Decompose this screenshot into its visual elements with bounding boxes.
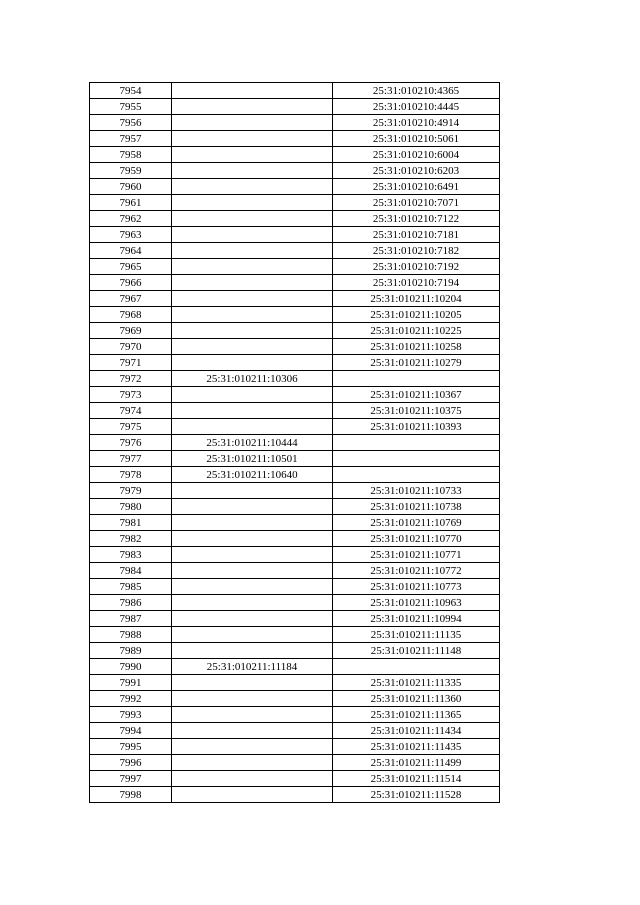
row-number-cell: 7992 bbox=[90, 691, 172, 707]
table-row bbox=[90, 291, 500, 307]
row-number-cell: 7979 bbox=[90, 483, 172, 499]
left-cadastral-cell bbox=[172, 499, 333, 515]
right-cadastral-cell: 25:31:010211:10258 bbox=[333, 339, 500, 355]
right-cadastral-cell: 25:31:010210:4445 bbox=[333, 99, 500, 115]
table-row bbox=[90, 611, 500, 627]
table-row bbox=[90, 723, 500, 739]
left-cadastral-cell bbox=[172, 531, 333, 547]
row-number-cell: 7996 bbox=[90, 755, 172, 771]
right-cadastral-cell: 25:31:010211:10375 bbox=[333, 403, 500, 419]
table-row bbox=[90, 323, 500, 339]
table-row bbox=[90, 675, 500, 691]
table-row bbox=[90, 771, 500, 787]
right-cadastral-cell: 25:31:010211:11148 bbox=[333, 643, 500, 659]
left-cadastral-cell bbox=[172, 323, 333, 339]
left-cadastral-cell bbox=[172, 291, 333, 307]
left-cadastral-cell bbox=[172, 227, 333, 243]
left-cadastral-cell bbox=[172, 147, 333, 163]
right-cadastral-cell: 25:31:010210:7182 bbox=[333, 243, 500, 259]
row-number-cell: 7985 bbox=[90, 579, 172, 595]
left-cadastral-cell bbox=[172, 563, 333, 579]
table-row bbox=[90, 467, 500, 483]
right-cadastral-cell: 25:31:010210:7194 bbox=[333, 275, 500, 291]
right-cadastral-cell: 25:31:010211:10994 bbox=[333, 611, 500, 627]
table-row bbox=[90, 387, 500, 403]
table-row bbox=[90, 579, 500, 595]
left-cadastral-cell bbox=[172, 195, 333, 211]
row-number-cell: 7964 bbox=[90, 243, 172, 259]
left-cadastral-cell bbox=[172, 259, 333, 275]
right-cadastral-cell bbox=[333, 659, 500, 675]
left-cadastral-cell bbox=[172, 163, 333, 179]
right-cadastral-cell: 25:31:010211:10769 bbox=[333, 515, 500, 531]
left-cadastral-cell bbox=[172, 419, 333, 435]
row-number-cell: 7980 bbox=[90, 499, 172, 515]
table-row bbox=[90, 435, 500, 451]
right-cadastral-cell: 25:31:010211:11360 bbox=[333, 691, 500, 707]
right-cadastral-cell: 25:31:010211:10225 bbox=[333, 323, 500, 339]
table-row bbox=[90, 419, 500, 435]
row-number-cell: 7976 bbox=[90, 435, 172, 451]
row-number-cell: 7987 bbox=[90, 611, 172, 627]
left-cadastral-cell bbox=[172, 771, 333, 787]
row-number-cell: 7984 bbox=[90, 563, 172, 579]
left-cadastral-cell bbox=[172, 675, 333, 691]
right-cadastral-cell: 25:31:010211:10773 bbox=[333, 579, 500, 595]
row-number-cell: 7965 bbox=[90, 259, 172, 275]
left-cadastral-cell bbox=[172, 739, 333, 755]
right-cadastral-cell: 25:31:010211:11335 bbox=[333, 675, 500, 691]
table-row bbox=[90, 259, 500, 275]
right-cadastral-cell: 25:31:010211:10393 bbox=[333, 419, 500, 435]
table-row bbox=[90, 739, 500, 755]
row-number-cell: 7991 bbox=[90, 675, 172, 691]
table-row bbox=[90, 403, 500, 419]
table-row bbox=[90, 643, 500, 659]
left-cadastral-cell bbox=[172, 723, 333, 739]
right-cadastral-cell: 25:31:010211:10279 bbox=[333, 355, 500, 371]
left-cadastral-cell bbox=[172, 275, 333, 291]
row-number-cell: 7971 bbox=[90, 355, 172, 371]
row-number-cell: 7972 bbox=[90, 371, 172, 387]
right-cadastral-cell: 25:31:010211:11499 bbox=[333, 755, 500, 771]
left-cadastral-cell: 25:31:010211:10306 bbox=[172, 371, 333, 387]
left-cadastral-cell: 25:31:010211:10501 bbox=[172, 451, 333, 467]
table-row bbox=[90, 595, 500, 611]
row-number-cell: 7978 bbox=[90, 467, 172, 483]
right-cadastral-cell bbox=[333, 467, 500, 483]
row-number-cell: 7974 bbox=[90, 403, 172, 419]
right-cadastral-cell: 25:31:010210:6203 bbox=[333, 163, 500, 179]
row-number-cell: 7973 bbox=[90, 387, 172, 403]
table-row bbox=[90, 499, 500, 515]
table-row bbox=[90, 515, 500, 531]
right-cadastral-cell: 25:31:010211:11435 bbox=[333, 739, 500, 755]
table-row bbox=[90, 147, 500, 163]
left-cadastral-cell bbox=[172, 387, 333, 403]
right-cadastral-cell: 25:31:010211:10205 bbox=[333, 307, 500, 323]
table-row bbox=[90, 83, 500, 99]
table-row bbox=[90, 163, 500, 179]
table-row bbox=[90, 211, 500, 227]
right-cadastral-cell bbox=[333, 451, 500, 467]
left-cadastral-cell bbox=[172, 707, 333, 723]
row-number-cell: 7983 bbox=[90, 547, 172, 563]
row-number-cell: 7970 bbox=[90, 339, 172, 355]
left-cadastral-cell bbox=[172, 83, 333, 99]
table-row bbox=[90, 115, 500, 131]
table-row bbox=[90, 227, 500, 243]
row-number-cell: 7997 bbox=[90, 771, 172, 787]
row-number-cell: 7958 bbox=[90, 147, 172, 163]
left-cadastral-cell bbox=[172, 131, 333, 147]
right-cadastral-cell: 25:31:010210:5061 bbox=[333, 131, 500, 147]
left-cadastral-cell bbox=[172, 643, 333, 659]
left-cadastral-cell bbox=[172, 787, 333, 803]
left-cadastral-cell bbox=[172, 179, 333, 195]
table-row bbox=[90, 131, 500, 147]
left-cadastral-cell bbox=[172, 211, 333, 227]
table-row bbox=[90, 563, 500, 579]
table-row bbox=[90, 547, 500, 563]
right-cadastral-cell: 25:31:010210:4365 bbox=[333, 83, 500, 99]
right-cadastral-cell: 25:31:010211:10367 bbox=[333, 387, 500, 403]
right-cadastral-cell bbox=[333, 371, 500, 387]
left-cadastral-cell bbox=[172, 355, 333, 371]
row-number-cell: 7957 bbox=[90, 131, 172, 147]
table-row bbox=[90, 179, 500, 195]
right-cadastral-cell: 25:31:010210:7071 bbox=[333, 195, 500, 211]
left-cadastral-cell bbox=[172, 483, 333, 499]
row-number-cell: 7962 bbox=[90, 211, 172, 227]
table-row bbox=[90, 195, 500, 211]
row-number-cell: 7966 bbox=[90, 275, 172, 291]
table-row bbox=[90, 659, 500, 675]
row-number-cell: 7975 bbox=[90, 419, 172, 435]
table-row bbox=[90, 707, 500, 723]
left-cadastral-cell bbox=[172, 627, 333, 643]
right-cadastral-cell: 25:31:010211:11135 bbox=[333, 627, 500, 643]
left-cadastral-cell bbox=[172, 611, 333, 627]
row-number-cell: 7954 bbox=[90, 83, 172, 99]
right-cadastral-cell: 25:31:010211:10738 bbox=[333, 499, 500, 515]
row-number-cell: 7998 bbox=[90, 787, 172, 803]
left-cadastral-cell bbox=[172, 99, 333, 115]
row-number-cell: 7986 bbox=[90, 595, 172, 611]
right-cadastral-cell: 25:31:010210:4914 bbox=[333, 115, 500, 131]
table-row bbox=[90, 243, 500, 259]
row-number-cell: 7955 bbox=[90, 99, 172, 115]
row-number-cell: 7960 bbox=[90, 179, 172, 195]
left-cadastral-cell bbox=[172, 595, 333, 611]
left-cadastral-cell bbox=[172, 515, 333, 531]
right-cadastral-cell: 25:31:010210:7122 bbox=[333, 211, 500, 227]
table-row bbox=[90, 275, 500, 291]
right-cadastral-cell: 25:31:010211:10770 bbox=[333, 531, 500, 547]
row-number-cell: 7995 bbox=[90, 739, 172, 755]
left-cadastral-cell: 25:31:010211:11184 bbox=[172, 659, 333, 675]
table-row bbox=[90, 691, 500, 707]
row-number-cell: 7993 bbox=[90, 707, 172, 723]
table-body bbox=[90, 83, 500, 803]
right-cadastral-cell: 25:31:010210:7181 bbox=[333, 227, 500, 243]
table-row bbox=[90, 787, 500, 803]
left-cadastral-cell bbox=[172, 339, 333, 355]
left-cadastral-cell bbox=[172, 243, 333, 259]
right-cadastral-cell: 25:31:010211:10204 bbox=[333, 291, 500, 307]
left-cadastral-cell bbox=[172, 307, 333, 323]
right-cadastral-cell: 25:31:010211:11528 bbox=[333, 787, 500, 803]
row-number-cell: 7963 bbox=[90, 227, 172, 243]
right-cadastral-cell bbox=[333, 435, 500, 451]
right-cadastral-cell: 25:31:010211:11514 bbox=[333, 771, 500, 787]
table-row bbox=[90, 483, 500, 499]
row-number-cell: 7967 bbox=[90, 291, 172, 307]
right-cadastral-cell: 25:31:010210:6491 bbox=[333, 179, 500, 195]
row-number-cell: 7968 bbox=[90, 307, 172, 323]
row-number-cell: 7956 bbox=[90, 115, 172, 131]
table-row bbox=[90, 99, 500, 115]
left-cadastral-cell: 25:31:010211:10640 bbox=[172, 467, 333, 483]
table-row bbox=[90, 371, 500, 387]
right-cadastral-cell: 25:31:010211:10772 bbox=[333, 563, 500, 579]
table-row bbox=[90, 339, 500, 355]
row-number-cell: 7994 bbox=[90, 723, 172, 739]
table-row bbox=[90, 307, 500, 323]
right-cadastral-cell: 25:31:010211:10771 bbox=[333, 547, 500, 563]
row-number-cell: 7988 bbox=[90, 627, 172, 643]
row-number-cell: 7961 bbox=[90, 195, 172, 211]
row-number-cell: 7989 bbox=[90, 643, 172, 659]
left-cadastral-cell bbox=[172, 579, 333, 595]
table-row bbox=[90, 627, 500, 643]
table-row bbox=[90, 755, 500, 771]
cadastral-table bbox=[89, 82, 500, 803]
table-row bbox=[90, 355, 500, 371]
row-number-cell: 7982 bbox=[90, 531, 172, 547]
right-cadastral-cell: 25:31:010211:10963 bbox=[333, 595, 500, 611]
row-number-cell: 7977 bbox=[90, 451, 172, 467]
row-number-cell: 7981 bbox=[90, 515, 172, 531]
left-cadastral-cell bbox=[172, 755, 333, 771]
left-cadastral-cell bbox=[172, 547, 333, 563]
right-cadastral-cell: 25:31:010210:7192 bbox=[333, 259, 500, 275]
right-cadastral-cell: 25:31:010211:11365 bbox=[333, 707, 500, 723]
left-cadastral-cell: 25:31:010211:10444 bbox=[172, 435, 333, 451]
right-cadastral-cell: 25:31:010211:11434 bbox=[333, 723, 500, 739]
row-number-cell: 7990 bbox=[90, 659, 172, 675]
left-cadastral-cell bbox=[172, 115, 333, 131]
right-cadastral-cell: 25:31:010210:6004 bbox=[333, 147, 500, 163]
row-number-cell: 7969 bbox=[90, 323, 172, 339]
table-row bbox=[90, 451, 500, 467]
right-cadastral-cell: 25:31:010211:10733 bbox=[333, 483, 500, 499]
left-cadastral-cell bbox=[172, 691, 333, 707]
row-number-cell: 7959 bbox=[90, 163, 172, 179]
left-cadastral-cell bbox=[172, 403, 333, 419]
table-row bbox=[90, 531, 500, 547]
